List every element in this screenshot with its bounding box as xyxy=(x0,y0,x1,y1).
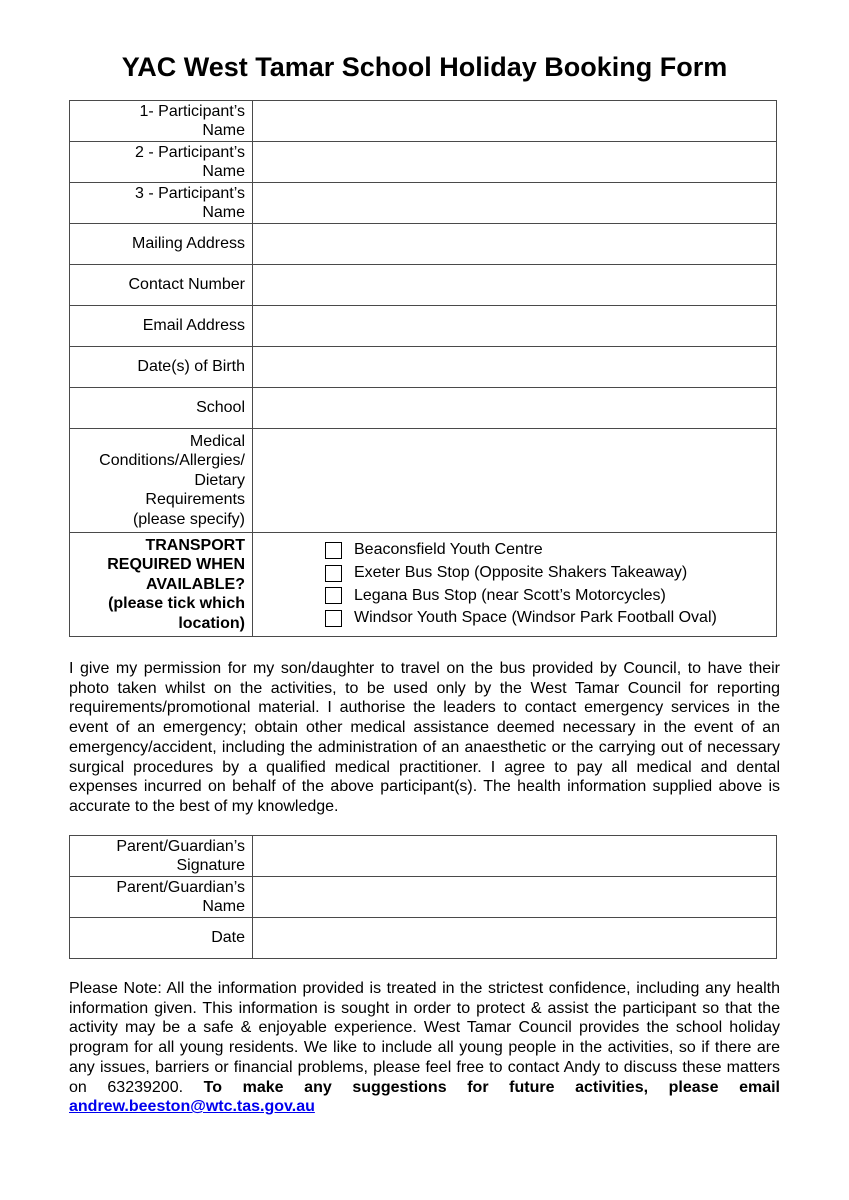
beaconsfield-option-label: Beaconsfield Youth Centre xyxy=(354,541,543,559)
contact-email-link[interactable]: andrew.beeston@wtc.tas.gov.au xyxy=(69,1098,315,1116)
guardian-name-field[interactable] xyxy=(253,877,777,918)
guardian-signature-row xyxy=(70,836,777,877)
contact-number-field[interactable] xyxy=(253,265,777,306)
participant-2-label: 2 - Participant’s Name xyxy=(70,142,253,183)
participant-3-row xyxy=(70,183,777,224)
privacy-note-text: Please Note: All the information provided is treated in the strictest confidence, including any health information given. This information is sought in order to protect & assist the participant so that the activity may be a safe & enjoyable experience. West Tamar Council provides the school holiday program for all young residents. We like to include all young people in the activities, so if there are any issues, barriers or financial problems, please feel free to contact Andy to discuss these matters on 63239200. xyxy=(69,980,780,1096)
medical-label: Medical Conditions/Allergies/ Dietary Requirements (please specify) xyxy=(70,429,253,533)
date-of-birth-label: Date(s) of Birth xyxy=(70,347,253,388)
guardian-table xyxy=(69,835,777,959)
legana-option-label: Legana Bus Stop (near Scott’s Motorcycles) xyxy=(354,586,666,604)
date-of-birth-field[interactable] xyxy=(253,347,777,388)
exeter-option-label: Exeter Bus Stop (Opposite Shakers Takeaway) xyxy=(354,564,688,582)
transport-options-cell xyxy=(253,533,777,637)
medical-conditions-field[interactable] xyxy=(253,429,777,533)
participant-1-name-field[interactable] xyxy=(253,101,777,142)
email-address-field[interactable] xyxy=(253,306,777,347)
transport-option-exeter xyxy=(325,562,776,585)
permission-statement: I give my permission for my son/daughter to travel on the bus provided by Council, to have their photo taken whilst on the activities, to be used only by the West Tamar Council for reporting requirements/promotional material. I authorise the leaders to contact emergency services in the event of an emergency; obtain other medical assistance deemed necessary in the event of an emergency/accident, including the administration of an anaesthetic or the carrying out of necessary surgical procedures by a qualified medical practitioner. I agree to pay all medical and dental expenses incurred on behalf of the above participant(s). The health information supplied above is accurate to the best of my knowledge. xyxy=(69,660,780,815)
medical-row xyxy=(70,429,777,533)
guardian-signature-label: Parent/Guardian’s Signature xyxy=(70,836,253,877)
email-address-label: Email Address xyxy=(70,306,253,347)
privacy-note xyxy=(69,979,780,1117)
contact-number-row xyxy=(70,265,777,306)
guardian-name-label: Parent/Guardian’s Name xyxy=(70,877,253,918)
page-title: YAC West Tamar School Holiday Booking Form xyxy=(121,52,728,82)
participant-2-row xyxy=(70,142,777,183)
school-row xyxy=(70,388,777,429)
guardian-signature-field[interactable] xyxy=(253,836,777,877)
date-row xyxy=(70,918,777,959)
transport-row xyxy=(70,533,777,637)
participant-3-name-field[interactable] xyxy=(253,183,777,224)
school-label: School xyxy=(70,388,253,429)
windsor-checkbox[interactable] xyxy=(325,610,342,627)
contact-number-label: Contact Number xyxy=(70,265,253,306)
legana-checkbox[interactable] xyxy=(325,587,342,604)
transport-option-beaconsfield xyxy=(325,539,776,562)
exeter-checkbox[interactable] xyxy=(325,565,342,582)
participant-3-label: 3 - Participant’s Name xyxy=(70,183,253,224)
participant-2-name-field[interactable] xyxy=(253,142,777,183)
mailing-address-field[interactable] xyxy=(253,224,777,265)
transport-location-list xyxy=(253,533,776,630)
suggestions-text: To make any suggestions for future activities, please email xyxy=(203,1078,780,1096)
school-field[interactable] xyxy=(253,388,777,429)
date-field[interactable] xyxy=(253,918,777,959)
participant-1-label: 1- Participant’s Name xyxy=(70,101,253,142)
guardian-name-row xyxy=(70,877,777,918)
mailing-address-row xyxy=(70,224,777,265)
participant-details-table xyxy=(69,100,777,637)
transport-option-legana xyxy=(325,584,776,607)
transport-option-windsor xyxy=(325,607,776,630)
date-of-birth-row xyxy=(70,347,777,388)
transport-label: TRANSPORT REQUIRED WHEN AVAILABLE? (please tick which location) xyxy=(70,533,253,637)
mailing-address-label: Mailing Address xyxy=(70,224,253,265)
email-address-row xyxy=(70,306,777,347)
date-label: Date xyxy=(70,918,253,959)
windsor-option-label: Windsor Youth Space (Windsor Park Football Oval) xyxy=(354,609,717,627)
beaconsfield-checkbox[interactable] xyxy=(325,542,342,559)
participant-1-row xyxy=(70,101,777,142)
